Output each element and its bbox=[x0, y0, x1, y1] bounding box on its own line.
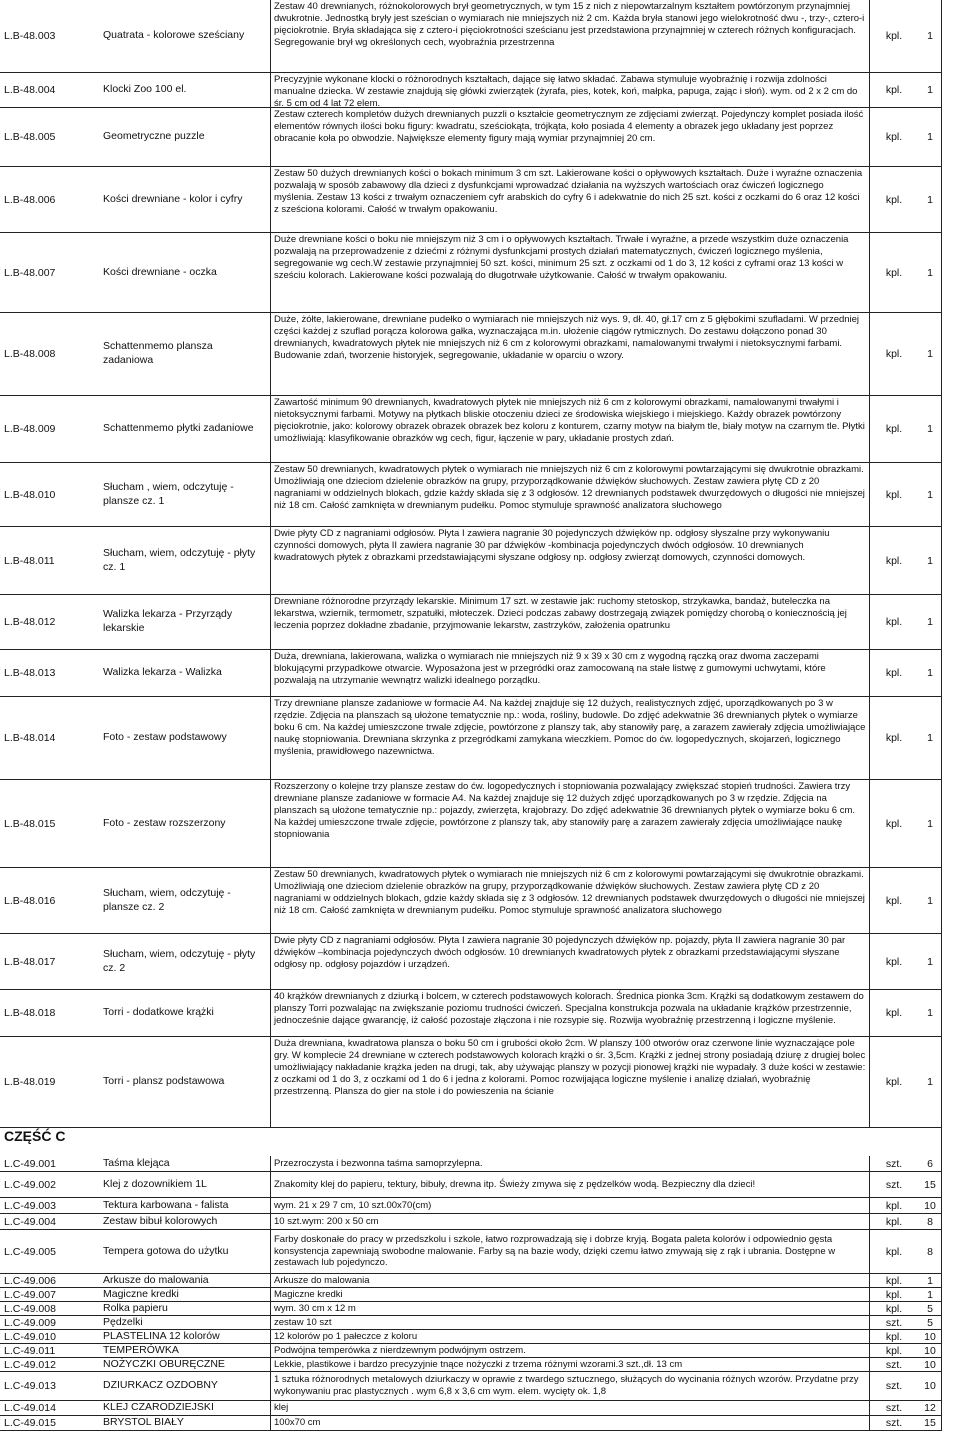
item-description: Arkusze do malowania bbox=[270, 1274, 870, 1287]
table-row bbox=[0, 233, 942, 313]
item-code: L.B-48.014 bbox=[4, 732, 56, 744]
item-name: Pędzelki bbox=[103, 1316, 143, 1328]
table-row bbox=[0, 1274, 942, 1288]
item-description: Lekkie, plastikowe i bardzo precyzyjnie tnące nożyczki z trzema różnymi wzorami.3 szt.,dł. 13 cm bbox=[270, 1358, 870, 1371]
item-code: L.B-48.007 bbox=[4, 266, 56, 279]
item-code: L.C-49.007 bbox=[4, 1288, 56, 1301]
table-row bbox=[0, 1330, 942, 1344]
item-unit: kpl. bbox=[885, 1330, 903, 1343]
item-name: Torri - plansz podstawowa bbox=[103, 1075, 225, 1088]
table-row bbox=[0, 396, 942, 463]
item-code: L.B-48.005 bbox=[4, 131, 56, 143]
item-description: Drewniane różnorodne przyrządy lekarskie. Minimum 17 szt. w zestawie jak: ruchomy stetoskop, strzykawka, bandaż, buteleczka na lekarstwa, wziernik, termometr, szpatułki, młoteczek. Dzieci podczas zabawy dostrzegają związek pomiędzy chorobą o koniecznością jej leczenia poprzez dokładne zbadanie, przyjmowanie lekarstw, zastrzyków, założenia opatrunku bbox=[270, 595, 870, 649]
item-description: Zestaw 50 dużych drewnianych kości o bokach minimum 3 cm szt. Lakierowane kości o opływowych kształtach. Duże i wyraźne oznaczenia pozwalają w sposób zabawowy dla dzieci z dysfunkcjami wprowadzać działania na wyższych wartościach oraz ćwiczeń logicznego myślenia. Zestaw 13 kości z trwałym oznaczeniem cyfr arabskich do cyfry 6 i adekwatnie do nich 25 szt. kości z oczkami do 6 oraz 12 kości z sześciona kolorami. Całość w trwałym opakowaniu. bbox=[270, 167, 870, 232]
item-description: Przezroczysta i bezwonna taśma samoprzylepna. bbox=[270, 1156, 870, 1171]
item-description: Dwie płyty CD z nagraniami odgłosów. Płyta I zawiera nagranie 30 pojedynczych dźwięków np. pojazdy, płyta II zawiera nagranie 30 par dźwięków –kombinacja pojedynczych dwóch odgłosów. 10 drewnianych kwadratowych płytek z obrazkami przedstawiającymi słyszane odgłosy np. odgłosy pojazdów i urządzeń. bbox=[270, 934, 870, 989]
item-quantity: 1 bbox=[927, 955, 933, 968]
item-quantity: 5 bbox=[927, 1302, 933, 1315]
item-quantity: 1 bbox=[927, 266, 933, 279]
item-description: wym. 21 x 29 7 cm, 10 szt.00x70(cm) bbox=[270, 1198, 870, 1213]
table-row bbox=[0, 527, 942, 595]
item-quantity: 1 bbox=[927, 131, 933, 143]
item-code: L.C-49.004 bbox=[4, 1215, 56, 1228]
item-quantity: 12 bbox=[924, 1402, 936, 1414]
table-right-border bbox=[941, 0, 942, 1431]
item-name: Walizka lekarza - Przyrządy lekarskie bbox=[103, 608, 233, 634]
item-code: L.C-49.011 bbox=[4, 1344, 56, 1357]
item-unit: kpl. bbox=[885, 1274, 903, 1287]
item-name: BRYSTOL BIAŁY bbox=[103, 1416, 184, 1429]
table-row bbox=[0, 934, 942, 990]
item-unit: szt. bbox=[885, 1178, 903, 1191]
item-unit: kpl. bbox=[885, 423, 903, 435]
item-name: Rolka papieru bbox=[103, 1302, 168, 1314]
item-unit: szt. bbox=[885, 1417, 903, 1429]
item-description: 1 sztuka różnorodnych metalowych dziurkaczy w oprawie z twardego sztucznego, służących do wycinania różnych wzorów. Przydatne przy wykonywaniu prac plastycznych . wym 6,8 x 3,6 cm wym. elem. wycięty ok. 1,8 bbox=[270, 1372, 870, 1400]
item-description: klej bbox=[270, 1401, 870, 1415]
item-quantity: 1 bbox=[927, 193, 933, 206]
item-description: Precyzyjnie wykonane klocki o różnorodnych kształtach, dające się łatwo składać. Zabawa stymuluje wyobraźnię i rozwija zdolności manualne dziecka. W zestawie znajdują się główki zwierzątek (żyrafa, pies, kotek, koń, małpka, papuga, zając i słoń). wym. od 2 x 2 cm do śr. 5 cm od 4 lat 72 elem. bbox=[270, 73, 870, 107]
item-code: L.C-49.015 bbox=[4, 1417, 56, 1429]
table-row bbox=[0, 990, 942, 1037]
item-name: Zestaw bibuł kolorowych bbox=[103, 1214, 218, 1227]
item-name: Geometryczne puzzle bbox=[103, 130, 205, 143]
table-row bbox=[0, 313, 942, 396]
item-description: Duże, żółte, lakierowane, drewniane pudełko o wymiarach nie mniejszych niż wys. 9, dł. 40, gł.17 cm z 5 głębokimi szufladami. W przedniej części każdej z szuflad porącza kolorowa gałka, wyznaczająca m.in. ułożenie ciągów rytmicznych. Do zestawu dołączono ponad 30 drewnianych, kwadratowych płytek nie mniejszych niż 6 cm z kolorowymi obrazkami, namalowanymi trwałymi i nietoksycznymi farbami. Budowanie zdań, tworzenie historyjek, segregowanie, układanie w oparciu o wzory. bbox=[270, 313, 870, 395]
item-description: Duże drewniane kości o boku nie mniejszym niż 3 cm i o opływowych kształtach. Trwałe i wyraźne, a przede wszystkim duże oznaczenia pozwalają na przeprowadzenie z dziećmi z różnymi dysfunkcjami prostych działań matematycznych, ćwiczeń logicznego myślenia, segregowanie wg cech.W zestawie przynajmniej 50 szt. kości, minimum 25 szt. z oczkami od 1 do 3, 12 kości z cyframi oraz 13 kości w sześciu kolorach. Lakierowane kości pozwalają do długotrwałe użytkowanie. Całość w trwałym opakowaniu. bbox=[270, 233, 870, 312]
item-description: Zawartość minimum 90 drewnianych, kwadratowych płytek nie mniejszych niż 6 cm z kolorowymi obrazkami, namalowanymi trwałymi i nietoksycznymi farbami. Motywy na płytkach bliskie otoczeniu dzieci ze środowiska wiejskiego i miejskiego. Każdy obrazek powtórzony pięciokrotnie, jako: kolorowy obrazek obrazek obrazek bez koloru z konturem, czarny motyw na białym tle, biały motyw na czarnym tle. Płytki umożliwiają: klasyfikowanie obrazków wg cech, figur, łączenie w pary, układanie prostych zdań. bbox=[270, 396, 870, 462]
item-description: Dwie płyty CD z nagraniami odgłosów. Płyta I zawiera nagranie 30 pojedynczych dźwięków np. odgłosy słyszalne przy wykonywaniu czynności domowych, płyta II zawiera nagranie 30 par dźwięków -kombinacja pojedynczych dwóch odgłosów. 10 drewnianych kwadratowych płytek z obrazkami przedstawiającymi słyszane odgłosy np. odgłosy zwierząt domowych, czynności domowych. bbox=[270, 527, 870, 594]
item-unit: kpl. bbox=[885, 955, 903, 968]
item-code: L.C-49.006 bbox=[4, 1274, 56, 1287]
item-unit: kpl. bbox=[885, 193, 903, 206]
item-quantity: 5 bbox=[927, 1316, 933, 1329]
item-unit: kpl. bbox=[885, 817, 903, 830]
table-row bbox=[0, 697, 942, 780]
item-name: DZIURKACZ OZDOBNY bbox=[103, 1379, 218, 1392]
table-row bbox=[0, 1372, 942, 1401]
item-quantity: 1 bbox=[927, 616, 933, 628]
item-code: L.C-49.008 bbox=[4, 1302, 56, 1315]
item-quantity: 1 bbox=[927, 1274, 933, 1287]
item-name: Foto - zestaw podstawowy bbox=[103, 731, 227, 744]
item-code: L.B-48.017 bbox=[4, 955, 56, 968]
item-code: L.B-48.011 bbox=[4, 554, 55, 567]
item-code: L.C-49.013 bbox=[4, 1380, 56, 1392]
table-row bbox=[0, 1156, 942, 1172]
item-unit: szt. bbox=[885, 1402, 903, 1414]
item-description: Duża drewniana, kwadratowa plansza o boku 50 cm i grubości około 2cm. W planszy 100 otworów oraz czerwone linie wyznaczające pole gry. W komplecie 24 drewniane w czterech podstawowych kolorach krążki o śr. 3,5cm. Krążki z jednej strony posiadają dziurę z drugiej bolec umożliwiający nakładanie krążka jeden na drugi, tak, aby używając planszy w pozycji pionowej krążki nie wypadały. 3 duże kości w zestawie: z oczkami od 1 do 3, z oczkami od 1 do 6 i jedna z kolorami. Pomoc rozwijająca logiczne myślenie i analizę działań, wyobraźnię przestrzenną. Plansza do gier na stole i do powieszenia na ścianie bbox=[270, 1037, 870, 1127]
item-description: 12 kolorów po 1 pałeczce z koloru bbox=[270, 1330, 870, 1343]
item-name: Tempera gotowa do użytku bbox=[103, 1244, 229, 1257]
table-row bbox=[0, 1302, 942, 1316]
item-quantity: 6 bbox=[927, 1157, 933, 1170]
item-unit: kpl. bbox=[885, 554, 903, 567]
item-unit: kpl. bbox=[885, 1076, 903, 1088]
item-name: Kości drewniane - kolor i cyfry bbox=[103, 192, 243, 205]
section-c-heading: CZĘŚĆ C bbox=[4, 1128, 66, 1144]
item-code: L.B-48.013 bbox=[4, 667, 56, 679]
item-quantity: 1 bbox=[927, 554, 933, 567]
item-description: Magiczne kredki bbox=[270, 1288, 870, 1301]
item-code: L.B-48.006 bbox=[4, 193, 56, 206]
item-unit: kpl. bbox=[885, 732, 903, 744]
item-quantity: 1 bbox=[927, 30, 933, 42]
item-quantity: 1 bbox=[927, 817, 933, 830]
item-unit: szt. bbox=[885, 1157, 903, 1170]
item-name: Foto - zestaw rozszerzony bbox=[103, 816, 226, 829]
item-unit: kpl. bbox=[885, 30, 903, 42]
item-quantity: 10 bbox=[924, 1199, 936, 1212]
item-unit: kpl. bbox=[885, 1302, 903, 1315]
item-description: Trzy drewniane plansze zadaniowe w formacie A4. Na każdej znajduje się 12 dużych, realistycznych zdjęć, uporządkowanych po 3 w rzędzie. Zdjęcia na planszach są ułożone tematycznie np.: woda, rośliny, budowle. Do zdjęć adekwatnie 36 drewnianych płytek o wymiarze boku 6 cm. Na każdej umieszczone trwale zdjęcie, powtórzone z planszy tak, aby stanowiły parę, a zarazem zawierały zdjęcia umożliwiające naukę stopniowania. Drewniana skrzynka z przegródkami zamykana wieczkiem. Pomoc do ćw. logopedycznych, skojarzeń, logicznego myślenia, prawidłowego nazewnictwa. bbox=[270, 697, 870, 779]
item-name: Magiczne kredki bbox=[103, 1288, 179, 1300]
item-code: L.B-48.015 bbox=[4, 817, 56, 830]
table-row bbox=[0, 1037, 942, 1128]
table-row bbox=[0, 1358, 942, 1372]
item-quantity: 1 bbox=[927, 894, 933, 907]
table-row bbox=[0, 1416, 942, 1431]
item-code: L.B-48.008 bbox=[4, 348, 56, 360]
item-code: L.C-49.002 bbox=[4, 1178, 56, 1191]
item-unit: kpl. bbox=[885, 616, 903, 628]
item-unit: kpl. bbox=[885, 84, 903, 96]
item-unit: szt. bbox=[885, 1380, 903, 1392]
item-code: L.B-48.009 bbox=[4, 423, 56, 435]
table-row bbox=[0, 650, 942, 697]
item-description: 40 krążków drewnianych z dziurką i bolcem, w czterech podstawowych kolorach. Średnica pionka 3cm. Krążki są dodatkowym zestawem do planszy Torri pozwalając na zwiększanie poziomu trudności ćwiczeń. Specjalna konstrukcja pozwala na układanie krążków przestrzennie, jednocześnie dające gwarancję, iż całość pozostaje złączona i nie rozsypie się. Rozwija wyobraźnię przestrzenną i logiczne myślenie. bbox=[270, 990, 870, 1036]
item-quantity: 8 bbox=[927, 1245, 933, 1258]
item-description: 100x70 cm bbox=[270, 1416, 870, 1430]
table-row bbox=[0, 780, 942, 868]
table-row bbox=[0, 868, 942, 934]
item-code: L.B-48.004 bbox=[4, 84, 56, 96]
item-unit: kpl. bbox=[885, 894, 903, 907]
item-unit: szt. bbox=[885, 1358, 903, 1371]
item-description: Rozszerzony o kolejne trzy plansze zestaw do ćw. logopedycznych i stopniowania pozwalający zwiększać stopień trudności. Zawiera trzy drewniane plansze zadaniowe w formacie A4. Na każdej znajduje się 12 dużych zdjęć uporządkowanych po 3 w rzędzie. Zdjęcia na planszach są ułożone tematycznie np.: pojazdy, zwierzęta, krajobrazy. Do zdjęć adekwatnie 36 drewnianych płytek o wymiarze boku 6 cm. Na każdej umieszczone trwale zdjęcie, powtórzone z planszy tak, aby stanowiły parę a zarazem zawierały zdjęcia umożliwiające naukę stopniowania bbox=[270, 780, 870, 867]
item-quantity: 10 bbox=[924, 1330, 936, 1343]
table-row bbox=[0, 595, 942, 650]
item-code: L.C-49.001 bbox=[4, 1157, 56, 1170]
item-description: Zestaw czterech kompletów dużych drewnianych puzzli o kształcie geometrycznym ze zdjęciami zwierząt. Pojedynczy komplet posiada ilość elementów równych ilości boku figury: kwadratu, sześciokąta, trójkąta, koło posiada 4 elementy a obrazek jego układany jest poprzez obracanie koła po obwodzie. Największe elementy figury mają wymiar przynajmniej 20 cm. bbox=[270, 108, 870, 166]
item-description: 10 szt.wym: 200 x 50 cm bbox=[270, 1214, 870, 1229]
item-name: Tektura karbowana - falista bbox=[103, 1198, 229, 1211]
table-row bbox=[0, 1401, 942, 1416]
item-code: L.B-48.012 bbox=[4, 616, 56, 628]
item-name: Kości drewniane - oczka bbox=[103, 265, 217, 278]
item-quantity: 15 bbox=[924, 1417, 936, 1429]
item-unit: kpl. bbox=[885, 1007, 903, 1019]
item-quantity: 1 bbox=[927, 1288, 933, 1301]
item-quantity: 1 bbox=[927, 423, 933, 435]
item-description: zestaw 10 szt bbox=[270, 1316, 870, 1329]
item-unit: kpl. bbox=[885, 1245, 903, 1258]
item-description: Podwójna temperówka z nierdzewnym podwójnym ostrzem. bbox=[270, 1344, 870, 1357]
item-code: L.B-48.019 bbox=[4, 1076, 56, 1088]
item-code: L.C-49.014 bbox=[4, 1402, 56, 1414]
item-unit: kpl. bbox=[885, 131, 903, 143]
item-code: L.B-48.018 bbox=[4, 1007, 56, 1019]
item-code: L.C-49.005 bbox=[4, 1245, 56, 1258]
item-description: Zestaw 40 drewnianych, różnokolorowych brył geometrycznych, w tym 15 z nich z niepowtarzalnym kształtem powtórzonym przynajmniej dwukrotnie. Jednostką bryły jest sześcian o wymiarach nie mniejszych niż 2 cm. Każda bryła stanowi jego wielokrotność dwu -, trzy-, cztero-i pięciokrotnie. Bryła składająca się z cztero-i pięciokrotności sześcianu jest przedstawiona przynajmniej w czterech różnych konfiguracjach. Segregowanie brył wg określonych cech, wyobraźnia przestrzenna bbox=[270, 0, 870, 72]
item-code: L.B-48.016 bbox=[4, 894, 56, 907]
item-name: Słucham, wiem, odczytuję - płyty cz. 1 bbox=[103, 546, 256, 573]
table-row bbox=[0, 1288, 942, 1302]
table-row bbox=[0, 0, 942, 73]
table-row bbox=[0, 1172, 942, 1198]
item-description: Zestaw 50 drewnianych, kwadratowych płytek o wymiarach nie mniejszych niż 6 cm z kolorowymi powtarzającymi się dwukrotnie obrazkami. Umożliwiają one dzieciom dzielenie obrazków na grupy, przyporządkowanie dźwięków słuchowych. Zestaw zawiera płytę CD z 20 nagraniami w oddzielnych blokach, gdzie każdy składa się z 3 odgłosów. 12 drewnianych podstawek dwurzędowych o długości nie mniejszej niż 18 cm. Całość zamknięta w drewnianym pudełku. Pomoc stymuluje sprawność analizatora słuchowego bbox=[270, 463, 870, 526]
item-unit: kpl. bbox=[885, 266, 903, 279]
item-unit: kpl. bbox=[885, 667, 903, 679]
item-unit: kpl. bbox=[885, 1288, 903, 1301]
item-quantity: 10 bbox=[924, 1380, 936, 1392]
item-name: KLEJ CZARODZIEJSKI bbox=[103, 1401, 214, 1414]
item-unit: kpl. bbox=[885, 348, 903, 360]
item-name: NOŻYCZKI OBURĘCZNE bbox=[103, 1358, 225, 1370]
item-quantity: 1 bbox=[927, 1007, 933, 1019]
item-quantity: 8 bbox=[927, 1215, 933, 1228]
item-quantity: 1 bbox=[927, 1076, 933, 1088]
item-quantity: 15 bbox=[924, 1178, 936, 1191]
item-name: Walizka lekarza - Walizka bbox=[103, 666, 222, 679]
item-unit: kpl. bbox=[885, 1215, 903, 1228]
item-description: wym. 30 cm x 12 m bbox=[270, 1302, 870, 1315]
table-row bbox=[0, 108, 942, 167]
table-row bbox=[0, 1316, 942, 1330]
item-unit: szt. bbox=[885, 1316, 903, 1329]
item-name: Taśma klejąca bbox=[103, 1156, 170, 1169]
item-unit: kpl. bbox=[885, 488, 903, 501]
item-description: Zestaw 50 drewnianych, kwadratowych płytek o wymiarach nie mniejszych niż 6 cm z kolorowymi powtarzającymi się dwukrotnie obrazkami. Umożliwiają one dzieciom dzielenie obrazków na grupy, przyporządkowanie dźwięków słuchowych. Zestaw zawiera płytę CD z 20 nagraniami w oddzielnych blokach, gdzie każdy składa się z 3 odgłosów. 12 drewnianych podstawek dwurzędowych o długości nie mniejszej niż 18 cm. Całość zamknięta w drewnianym pudełku. Pomoc stymuluje sprawność analizatora słuchowego bbox=[270, 868, 870, 933]
table-row bbox=[0, 73, 942, 108]
item-quantity: 1 bbox=[927, 84, 933, 96]
item-name: PLASTELINA 12 kolorów bbox=[103, 1330, 220, 1342]
item-name: Słucham, wiem, odczytuję - płyty cz. 2 bbox=[103, 947, 256, 974]
table-row bbox=[0, 463, 942, 527]
table-row bbox=[0, 1214, 942, 1230]
item-code: L.B-48.010 bbox=[4, 488, 56, 501]
table-row bbox=[0, 167, 942, 233]
item-quantity: 10 bbox=[924, 1344, 936, 1357]
item-name: Schattenmemo płytki zadaniowe bbox=[103, 422, 254, 435]
item-code: L.C-49.012 bbox=[4, 1358, 56, 1371]
item-name: Słucham , wiem, odczytuję - plansze cz. 1 bbox=[103, 480, 234, 507]
item-unit: kpl. bbox=[885, 1344, 903, 1357]
item-name: Quatrata - kolorowe sześciany bbox=[103, 29, 245, 42]
item-quantity: 1 bbox=[927, 488, 933, 501]
item-unit: kpl. bbox=[885, 1199, 903, 1212]
item-quantity: 1 bbox=[927, 667, 933, 679]
item-description: Farby doskonałe do pracy w przedszkolu i szkole, łatwo rozprowadzają się i dobrze kryją. Bogata paleta kolorów i odpowiednio gęsta konsystencja zapewniają swobodne malowanie. Farby są na bazie wody, dzięki czemu łatwo zmywają się z rąk i ubrania. Dostępne w zestawach lub pojedynczo. bbox=[270, 1230, 870, 1273]
item-name: Słucham, wiem, odczytuję - plansze cz. 2 bbox=[103, 886, 231, 913]
table-row bbox=[0, 1230, 942, 1274]
item-code: L.C-49.009 bbox=[4, 1316, 56, 1329]
item-description: Znakomity klej do papieru, tektury, bibuły, drewna itp. Świeży zmywa się z pędzelków wodą. Bezpieczny dla dzieci! bbox=[270, 1172, 870, 1197]
item-code: L.B-48.003 bbox=[4, 30, 56, 42]
item-quantity: 1 bbox=[927, 732, 933, 744]
item-code: L.C-49.010 bbox=[4, 1330, 56, 1343]
item-name: Klocki Zoo 100 el. bbox=[103, 83, 187, 96]
item-name: Schattenmemo plansza zadaniowa bbox=[103, 340, 213, 366]
table-row bbox=[0, 1198, 942, 1214]
item-name: Klej z dozownikiem 1L bbox=[103, 1177, 207, 1190]
item-name: TEMPERÓWKA bbox=[103, 1344, 179, 1356]
item-quantity: 10 bbox=[924, 1358, 936, 1371]
item-quantity: 1 bbox=[927, 348, 933, 360]
item-name: Arkusze do malowania bbox=[103, 1274, 209, 1286]
table-row bbox=[0, 1344, 942, 1358]
item-code: L.C-49.003 bbox=[4, 1199, 56, 1212]
item-name: Torri - dodatkowe krążki bbox=[103, 1006, 214, 1019]
item-description: Duża, drewniana, lakierowana, walizka o wymiarach nie mniejszych niż 9 x 39 x 30 cm z wygodną rączką oraz dwoma zaczepami blokującymi przypadkowe otwarcie. Wyposażona jest w przegródki oraz zamocowaną na stałe listwę z gumowymi uchwytami, które pozwalają na utrzymanie wewnątrz walizki idealnego porządku. bbox=[270, 650, 870, 696]
